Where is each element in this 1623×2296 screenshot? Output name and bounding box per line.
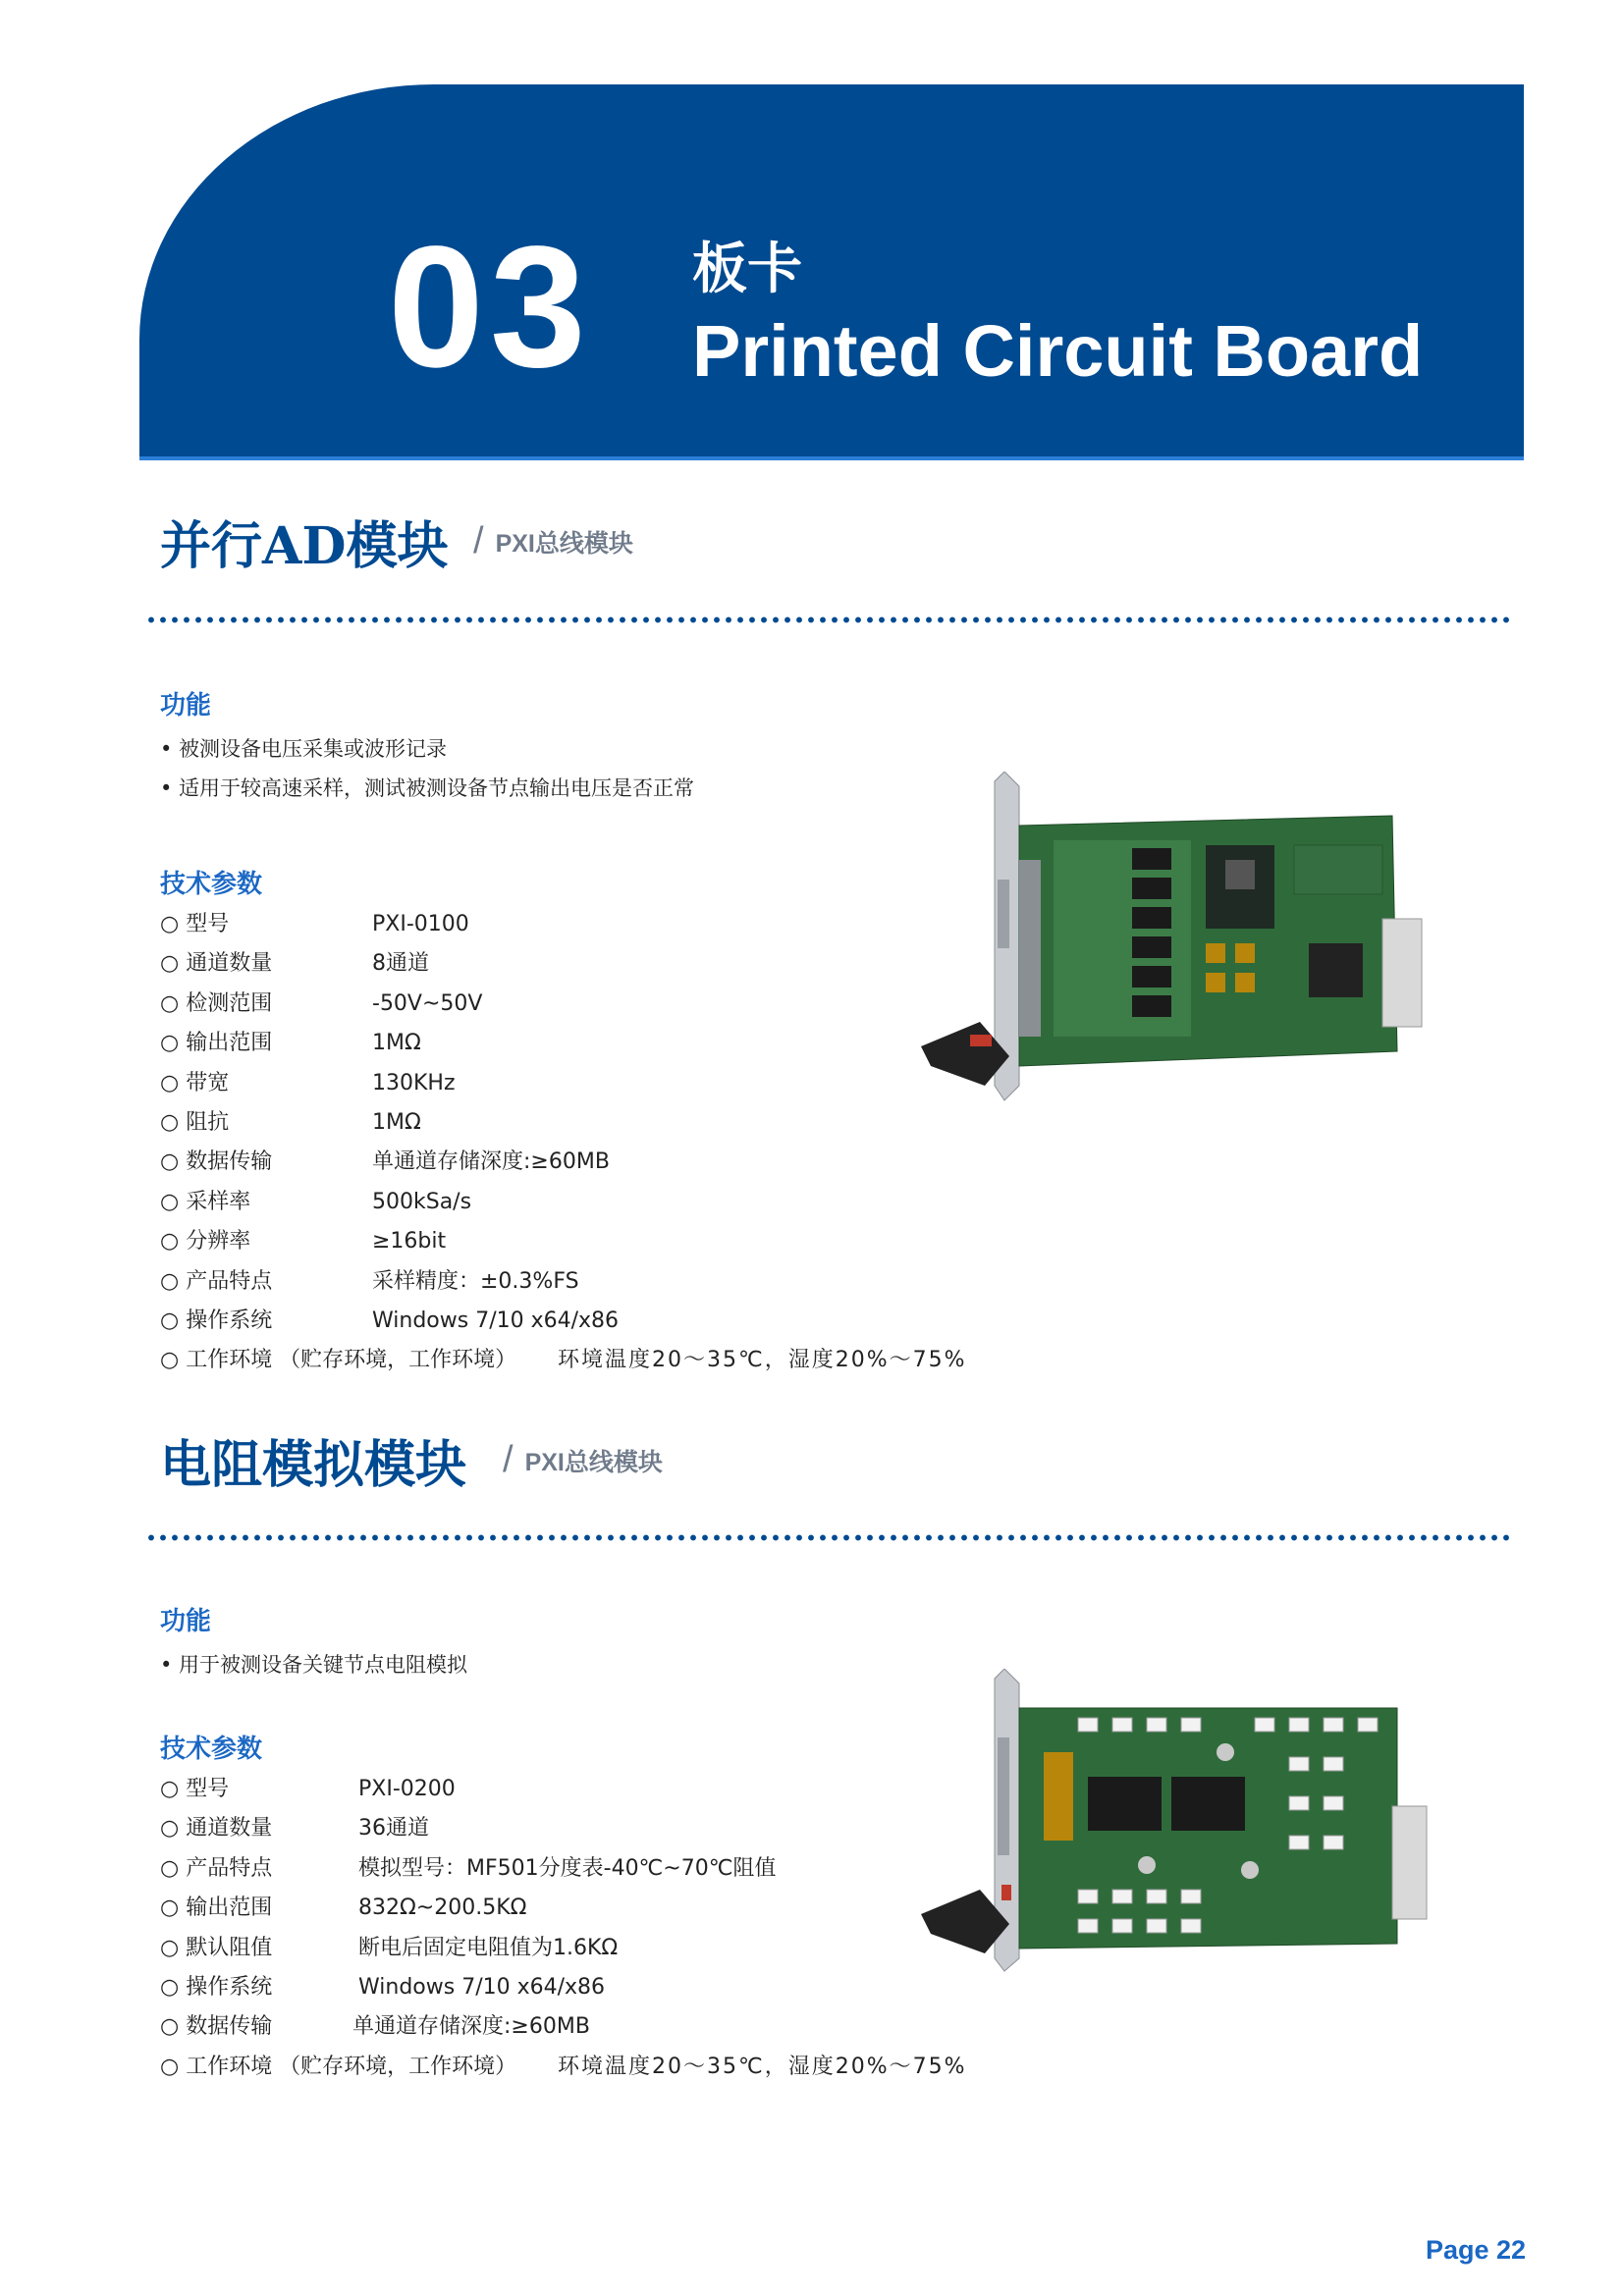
function-item: • 适用于较高速采样，测试被测设备节点输出电压是否正常 [160,776,695,800]
function-heading: 功能 [160,691,212,721]
params-heading: 技术参数 [160,870,263,899]
section-subtitle-resistor [503,1439,663,1481]
params-heading: 技术参数 [160,1735,263,1764]
function-item: • 用于被测设备关键节点电阻模拟 [160,1653,468,1677]
param-name: ○ 数据传输 [160,2014,273,2040]
subtitle-text: PXI总线模块 [524,1448,663,1476]
subtitle-text: PXI总线模块 [495,529,633,558]
param-name: ○ 分辨率 [160,1229,251,1255]
subtitle-slash: / [473,520,484,561]
param-name: ○ 通道数量 [160,1816,273,1842]
chapter-number: 03 [388,211,592,403]
param-name: ○ 型号 [160,912,230,936]
param-name: ○ 带宽 [160,1070,230,1095]
param-value: 832Ω~200.5KΩ [358,1896,527,1921]
param-value: PXI-0100 [372,912,469,936]
param-name: ○ 型号 [160,1777,230,1801]
param-name: ○ 工作环境 （贮存环境，工作环境） [160,2054,517,2079]
function-item: • 被测设备电压采集或波形记录 [160,737,448,761]
param-name: ○ 阻抗 [160,1109,230,1135]
chapter-title-cn: 板卡 [692,238,802,301]
param-name: ○ 采样率 [160,1189,251,1214]
param-name: ○ 操作系统 [160,1308,273,1333]
param-value: 单通道存储深度:≥60MB [352,2014,590,2040]
section-title-resistor: 电阻模拟模块 [160,1435,467,1495]
pcb-image-resistor [911,1669,1451,1973]
param-value: 单通道存储深度:≥60MB [372,1149,610,1175]
param-value: 130KHz [372,1070,456,1095]
param-value: 36通道 [358,1816,429,1842]
param-value: Windows 7/10 x64/x86 [372,1308,620,1333]
param-value: PXI-0200 [358,1777,456,1801]
section-subtitle-ad [473,520,633,562]
param-name: ○ 产品特点 [160,1855,273,1881]
param-value: 8通道 [372,951,429,977]
param-name: ○ 产品特点 [160,1268,273,1294]
param-value: 模拟型号：MF501分度表-40℃~70℃阻值 [358,1855,777,1881]
subtitle-slash: / [503,1439,514,1480]
chapter-banner [139,84,1524,460]
dotted-divider [145,1534,1512,1541]
param-value: Windows 7/10 x64/x86 [358,1974,606,2000]
param-value: 环境温度20～35℃，湿度20%～75% [558,2054,967,2079]
dotted-divider [145,616,1512,623]
param-value: 1MΩ [372,1031,421,1056]
param-name: ○ 输出范围 [160,1896,273,1921]
param-name: ○ 通道数量 [160,951,273,977]
param-name: ○ 工作环境 （贮存环境，工作环境） [160,1348,517,1373]
param-name: ○ 数据传输 [160,1149,273,1175]
param-name: ○ 检测范围 [160,990,273,1016]
param-value: 500kSa/s [372,1189,472,1214]
param-value: -50V~50V [372,990,483,1016]
param-value: 环境温度20～35℃，湿度20%～75% [558,1348,967,1373]
param-value: ≥16bit [372,1229,447,1255]
param-name: ○ 操作系统 [160,1974,273,2000]
param-value: 采样精度：±0.3%FS [372,1268,579,1294]
chapter-title-en: Printed Circuit Board [692,310,1424,392]
param-value: 1MΩ [372,1109,421,1135]
pcb-image-ad [911,772,1451,1105]
section-title-ad: 并行AD模块 [160,516,449,576]
page-number: Page 22 [1426,2235,1527,2265]
param-value: 断电后固定电阻值为1.6KΩ [358,1935,619,1960]
param-name: ○ 默认阻值 [160,1935,273,1960]
param-name: ○ 输出范围 [160,1031,273,1056]
function-heading: 功能 [160,1607,212,1636]
